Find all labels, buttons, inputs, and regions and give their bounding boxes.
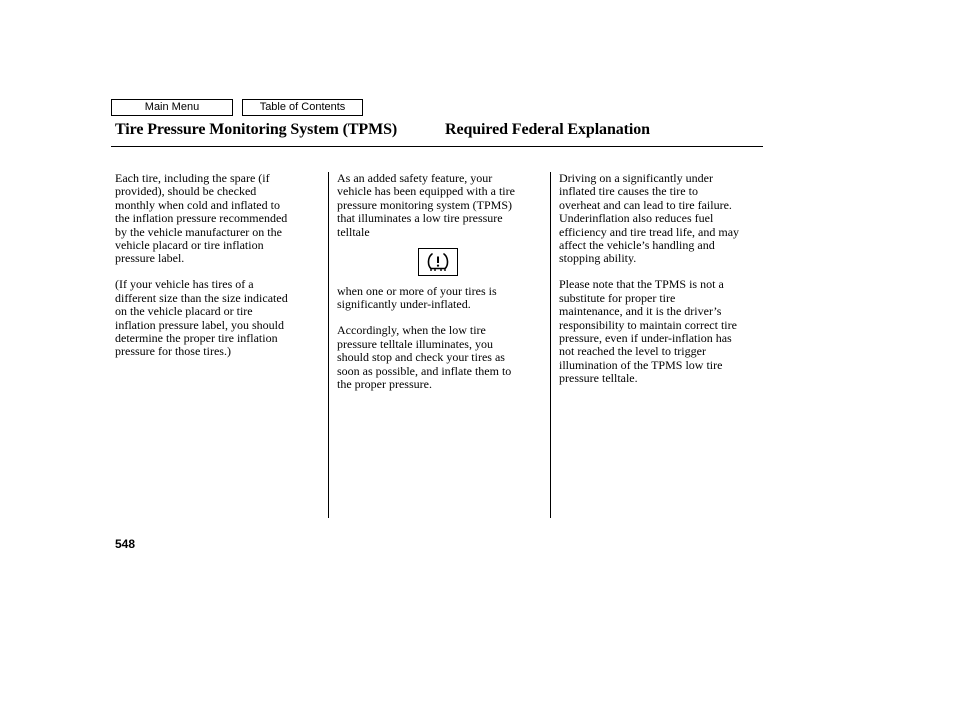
tpms-low-tire-pressure-icon [418, 248, 458, 276]
header-rule [111, 146, 763, 147]
page-number: 548 [115, 537, 136, 551]
paragraph: Driving on a significantly under inflated tire causes the tire to overheat and can lead to tire failure. Underinflation also reduces fuel efficiency and tire tread life, and may affect the vehicle’s handling and stopping ability. [559, 171, 740, 266]
text-column-3 [559, 172, 765, 398]
paragraph: (If your vehicle has tires of a different size than the size indicated on the vehicle placard or tire inflation pressure label, you should determine the proper tire inflation pressure for those tires.) [115, 277, 288, 359]
subsection-title: Required Federal Explanation [445, 121, 650, 138]
column-divider [550, 172, 551, 518]
paragraph: Accordingly, when the low tire pressure telltale illuminates, you should stop and check your tires as soon as possible, and inflate them to the proper pressure. [337, 323, 512, 392]
paragraph: As an added safety feature, your vehicle has been equipped with a tire pressure monitoring system (TPMS) that illuminates a low tire pressure telltale [337, 171, 515, 239]
paragraph: when one or more of your tires is significantly under-inflated. [337, 284, 497, 312]
paragraph: Please note that the TPMS is not a substitute for proper tire maintenance, and it is the driver’s responsibility to maintain correct tire pressure, even if under-inflation has not reached the level to trigger illumination of the TPMS low tire pressure telltale. [559, 277, 737, 386]
main-menu-button[interactable]: Main Menu [111, 99, 233, 116]
table-of-contents-button[interactable]: Table of Contents [242, 99, 363, 116]
paragraph: Each tire, including the spare (if provided), should be checked monthly when cold and inflated to the inflation pressure recommended by the vehicle manufacturer on the vehicle placard or tire inflation pressure label. [115, 171, 288, 266]
column-divider [328, 172, 329, 518]
section-title: Tire Pressure Monitoring System (TPMS) [115, 121, 398, 138]
text-column-1 [115, 172, 323, 371]
text-column-2 [337, 172, 543, 404]
